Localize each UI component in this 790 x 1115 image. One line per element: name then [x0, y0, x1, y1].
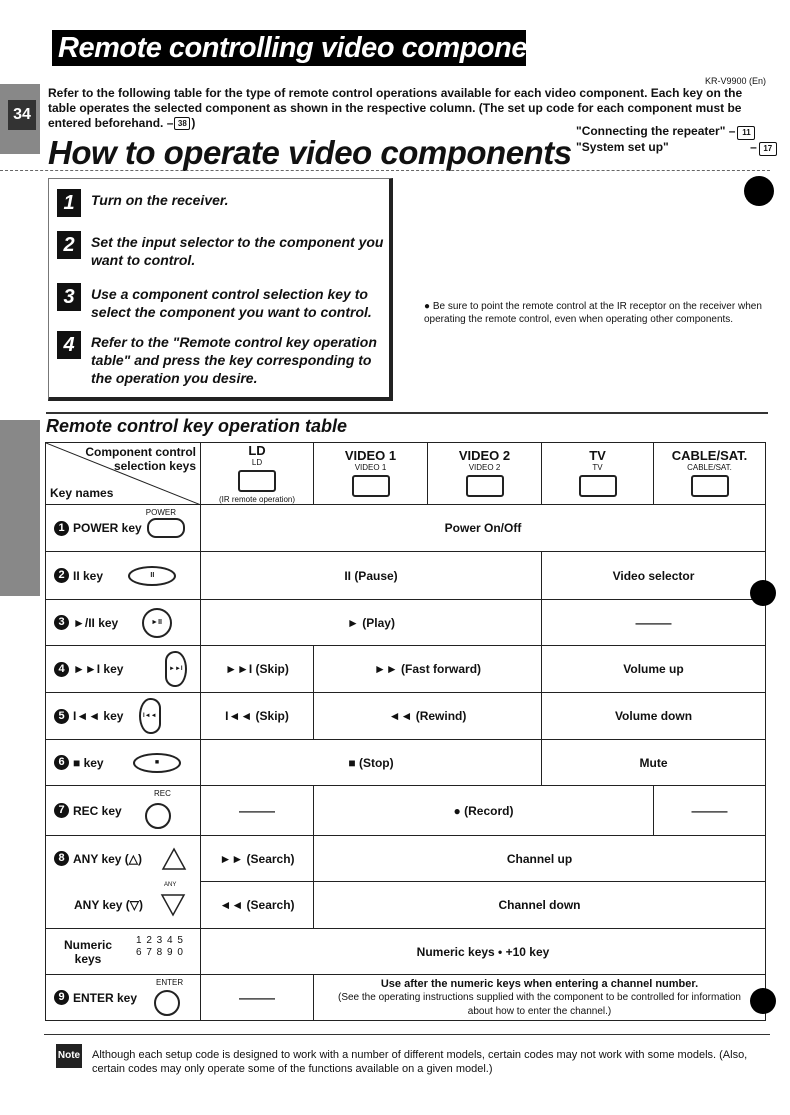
enter-key-icon	[154, 990, 180, 1016]
column-header-video1: VIDEO 1 VIDEO 1	[314, 443, 428, 505]
page-title: Remote controlling video components	[58, 32, 569, 64]
stop-key-icon: ■	[133, 753, 181, 773]
book-icon: 38	[174, 117, 190, 130]
table-row-rec: REC 7 REC key ——— ● (Record) ———	[46, 786, 766, 836]
table-row-stop: 6 ■ key ■ ■ (Stop) Mute	[46, 740, 766, 786]
table-row-play: 3 ►/II key ►II ► (Play) ———	[46, 600, 766, 646]
numeric-keys-icon: 1 2 3 4 5 6 7 8 9 0	[136, 935, 184, 958]
table-header-row	[46, 443, 766, 505]
cable-key	[691, 475, 729, 497]
triangle-down-icon	[160, 893, 186, 917]
table-row-pause: 2 II key II II (Pause) Video selector	[46, 552, 766, 600]
side-tab-page: 34	[8, 100, 36, 130]
column-header-ld: LD LD (IR remote operation)	[201, 443, 314, 505]
skip-back-key-icon: I◄◄	[139, 698, 161, 734]
divider	[44, 1034, 770, 1035]
steps-box: 1 Turn on the receiver. 2 Set the input selector to the component you want to control. 3 Use a component control selection key to select the component you want to control. 4 Refer to the "Remote control key operation table" and press the key corresponding to the operation you desire.	[48, 178, 393, 401]
page-marker-dot	[744, 176, 774, 206]
table-row-enter: ENTER 9 ENTER key ——— Use after the numeric keys when entering a channel number. (See the operating instructions supplied with the component to be controlled for information about how to enter the channel.)	[46, 975, 766, 1021]
divider	[46, 412, 768, 414]
table-row-any-down: ANY ANY key (▽) ◄◄ (Search) Channel down	[46, 882, 766, 929]
play-key-icon: ►II	[142, 608, 172, 638]
video2-key	[466, 475, 504, 497]
skip-forward-key-icon: ►►I	[165, 651, 187, 687]
reference-list	[576, 124, 777, 156]
title-banner	[52, 30, 569, 66]
ref-item: "Connecting the repeater" – 11	[576, 124, 777, 140]
book-icon: 11	[737, 126, 755, 140]
table-row-power: POWER 1 POWER key Power On/Off	[46, 505, 766, 552]
table-row-numeric: Numeric keys 1 2 3 4 5 6 7 8 9 0 Numeric keys • +10 key	[46, 929, 766, 975]
table-row-skip-back: 5 I◄◄ key I◄◄ I◄◄ (Skip) ◄◄ (Rewind) Volume down	[46, 693, 766, 740]
triangle-up-icon	[161, 847, 187, 871]
divider	[0, 170, 770, 171]
column-header-cable: CABLE/SAT. CABLE/SAT.	[654, 443, 766, 505]
column-header-video2: VIDEO 2 VIDEO 2	[428, 443, 542, 505]
intro-paragraph: Refer to the following table for the type of remote control operations available for each video component. Each key on the table operates the selected component as shown in the respective column. (The set up code for each component must be entered beforehand. – 38 )	[48, 86, 743, 130]
table-row-skip-forward: 4 ►►I key ►►I ►►I (Skip) ►► (Fast forward) Volume up	[46, 646, 766, 693]
key-operation-table	[45, 442, 766, 1021]
pause-key-icon: II	[128, 566, 176, 586]
page-marker-dot	[750, 580, 776, 606]
video1-key	[352, 475, 390, 497]
section-title: How to operate video components	[48, 134, 572, 171]
ref-item: "System set up" – 17	[576, 140, 777, 156]
power-key-icon	[147, 518, 185, 538]
footer-note: Although each setup code is designed to work with a number of different models, certain codes may not work with some models. (Also, certain codes may only operate some of the functions available on a given model.)	[92, 1049, 748, 1075]
book-icon: 17	[759, 142, 777, 156]
side-tab	[0, 420, 40, 596]
rec-key-icon	[145, 803, 171, 829]
note-icon: Note	[56, 1044, 82, 1068]
page-marker-dot	[750, 988, 776, 1014]
ld-key	[238, 470, 276, 492]
remote-note: ● Be sure to point the remote control at the IR receptor on the receiver when operating the remote control, even when operating other components.	[424, 301, 762, 325]
corner-cell: Component control selection keys Key names	[46, 443, 201, 505]
table-row-any-up: 8 ANY key (△) ►► (Search) Channel up	[46, 836, 766, 882]
table-title: Remote control key operation table	[46, 416, 348, 436]
model-number: KR-V9900 (En)	[704, 76, 766, 86]
column-header-tv: TV TV	[542, 443, 654, 505]
tv-key	[579, 475, 617, 497]
